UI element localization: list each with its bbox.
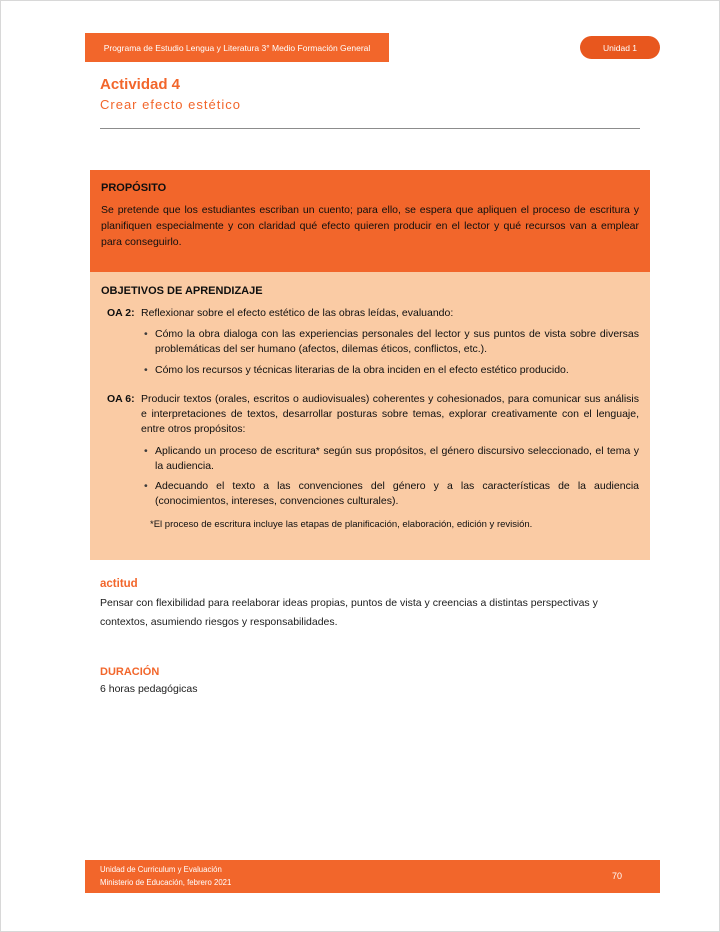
footer-line2: Ministerio de Educación, febrero 2021	[100, 877, 232, 887]
unit-badge	[580, 36, 660, 59]
oa2-entry	[107, 306, 639, 383]
proposito-heading: PROPÓSITO	[101, 182, 167, 194]
oa6-footnote: *El proceso de escritura incluye las etapas de planificación, elaboración, edición y revisión.	[150, 519, 533, 531]
title-block	[100, 76, 241, 112]
oa2-bullet-list	[141, 327, 639, 383]
oa2-bullet-item: • Cómo la obra dialoga con las experiencias personales del lector y sus puntos de vista sobre diversas problemáticas del ser humano (afectos, dilemas éticos, conflictos, etc.).	[155, 327, 639, 357]
activity-subtitle: Crear efecto estético	[100, 97, 241, 112]
footer-credits	[100, 864, 612, 888]
footer-line1: Unidad de Curriculum y Evaluación	[100, 865, 222, 875]
duracion-heading: DURACIÓN	[100, 665, 160, 678]
oa2-text: Reflexionar sobre el efecto estético de las obras leídas, evaluando:	[141, 307, 454, 319]
footer-bar	[85, 860, 660, 893]
oa6-entry	[107, 392, 639, 532]
oa6-bullet-list	[141, 444, 639, 515]
actitud-body: Pensar con flexibilidad para reelaborar ideas propias, puntos de vista y creencias a distintas perspectivas y contextos, asumiendo riesgos y responsabilidades.	[100, 597, 598, 628]
actitud-heading: actitud	[100, 578, 138, 590]
objetivos-heading: OBJETIVOS DE APRENDIZAJE	[101, 285, 263, 297]
unit-badge-label: Unidad 1	[602, 42, 638, 53]
proposito-box	[90, 170, 650, 272]
oa2-label: OA 2:	[107, 307, 135, 319]
content-column	[90, 170, 650, 695]
header-bar	[85, 33, 389, 62]
actitud-section	[100, 578, 640, 632]
objetivos-box	[90, 272, 650, 560]
title-divider	[100, 128, 640, 129]
activity-title: Actividad 4	[100, 76, 181, 93]
proposito-body: Se pretende que los estudiantes escriban un cuento; para ello, se espera que apliquen el proceso de escritura y planifiquen especialmente y con claridad qué efecto quieren producir en el lector y qué recursos van a emplear para conseguirlo.	[101, 204, 639, 248]
duracion-body: 6 horas pedagógicas	[100, 682, 198, 695]
oa2-bullet-item: • Cómo los recursos y técnicas literarias de la obra inciden en el efecto estético producido.	[155, 363, 639, 378]
page-number: 70	[611, 870, 622, 881]
program-title: Programa de Estudio Lengua y Literatura 3° Medio Formación General	[103, 42, 371, 53]
oa6-bullet-item: • Aplicando un proceso de escritura* según sus propósitos, el género discursivo seleccionado, el tema y la audiencia.	[155, 444, 639, 474]
oa6-text: Producir textos (orales, escritos o audiovisuales) coherentes y cohesionados, para comunicar sus análisis e interpretaciones de textos, desarrollar posturas sobre temas, explorar creativamente con el lenguaje, entre otros propósitos:	[141, 392, 639, 436]
duracion-section	[100, 666, 640, 695]
oa6-label: OA 6:	[107, 392, 135, 405]
oa6-bullet-item: • Adecuando el texto a las convenciones del género y a las características de la audiencia (conocimientos, intereses, convenciones culturales).	[155, 479, 639, 509]
